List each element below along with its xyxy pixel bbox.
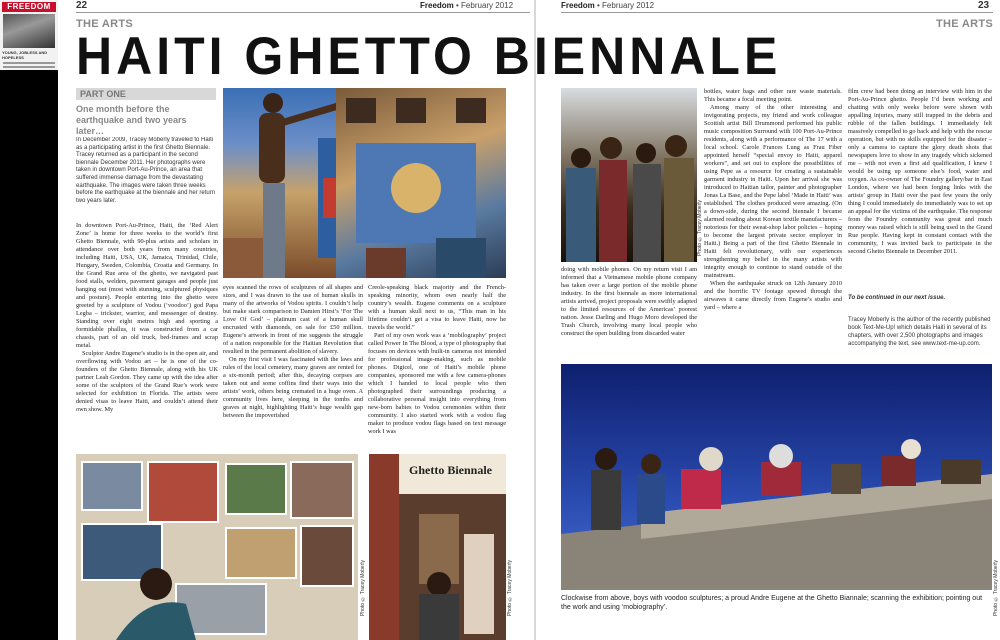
left-page-number: 22 bbox=[76, 0, 88, 11]
left-running-head bbox=[420, 1, 513, 10]
body-column-2 bbox=[223, 284, 363, 450]
page-gutter bbox=[534, 0, 536, 640]
right-page-number: 23 bbox=[978, 0, 990, 11]
body-column-6 bbox=[848, 88, 992, 288]
photo-crowd bbox=[561, 88, 697, 262]
section-label: THE ARTS bbox=[936, 18, 993, 30]
body-column-3 bbox=[368, 284, 506, 450]
biennale-sign: Ghetto Biennale bbox=[409, 463, 492, 477]
thumbnail-divider bbox=[3, 66, 55, 68]
article-dek: One month before the earthquake and two years later… bbox=[76, 104, 187, 136]
paragraph: When the earthquake struck on 12th January 2010 and the horrific TV footage spewed through the airwaves it came directly from Eugene’s studio and yard – where a bbox=[704, 280, 842, 311]
paragraph: In downtown Port-Au-Prince, Haiti, the ‘Red Alert Zone’ is home for three weeks to the world’s first Ghetto Biennale, with 90-plus artists and scholars in attendance over both years from many countries, including Haiti, USA, UK, Jamaica, Trinidad, Chile, Hungary, Sweden, Colombia, Croatia and Germany. In the Grand Rue area of the ghetto, we navigated past food stalls, welders, pavement garages and people just hanging out (most with stunning, sculptured physiques and posture). People entering into the ghetto were greeted by a sculpture of Vodou (‘voodoo’) god Papa Legba – trickster, warrior, and messenger of destiny. Standing over eight metres high and sporting a formidable phallus, it was constructed from a car chassis, part of an old truck, bed-frames and scrap metal. bbox=[76, 222, 218, 349]
body-column-5 bbox=[704, 88, 842, 360]
issue-date: • February 2012 bbox=[453, 1, 514, 10]
thumbnail-masthead: FREEDOM bbox=[2, 2, 56, 12]
part-label: PART ONE bbox=[76, 88, 216, 100]
paragraph: On my first visit I was fascinated with the laws and rules of the local cemetery, many graves are rented for a six-month period; after this, decaying corpses are taken out and some coffins find their ways into the artists’ work, others being cremated in a huge oven. A community lives here, sleeping in the tombs and graves at night, highlighting Haiti’s huge wealth gap between the impoverished bbox=[223, 356, 363, 419]
cover-thumbnail[interactable] bbox=[0, 0, 58, 70]
photo-credit: Photo © Tracey Moberly bbox=[360, 560, 366, 617]
publication-name: Freedom bbox=[420, 1, 454, 10]
paragraph: Creole-speaking black majority and the French-speaking minority, whom own nearly half the country’s wealth. Eugene comments on a sculpture with a human skull next to us, “This man in his lifetime couldn’t get a visa to leave Haiti, now he travels the world.” bbox=[368, 284, 506, 331]
section-label: THE ARTS bbox=[76, 18, 133, 30]
paragraph: Among many of the other interesting and invigorating projects, my friend and work colleague Scottish artist Bill Drummond performed his public music composition Surround with 100 Port-Au-Prince residents, along with a performance of The 17 with a local school. Carole Frances Lung as Frau Fiber appointed herself “special envoy to Haiti, apparel workers”, and set out to explore the possibilities of using Pepe as a resource for creating a sustainable garment industry in Haiti. Upon her arrival she was introduced to Haitian tailor, painter and photographer Jonas La Base, and the Pepe label ‘Made in Haiti’ was established. The clothes produced were amazing. (On a down-side, during the second biennale I became alarmed reading about Korean textile manufacturers – notorious for their sweat-shop labor policies – hoping to become the largest private sector employer in Haiti.) Being a part of the first Ghetto Biennale in Haiti felt revolutionary, with our experiences strengthening my belief in the many artists with integrity enough to continue to stand outside of the mainstream. bbox=[704, 104, 842, 279]
publication-name: Freedom bbox=[561, 1, 595, 10]
header-rule bbox=[561, 12, 993, 13]
thumbnail-headline: YOUNG, JOBLESS AND HOPELESS bbox=[2, 50, 48, 60]
continued-note: To be continued in our next issue. bbox=[848, 295, 946, 301]
thumbnail-photo bbox=[3, 14, 55, 48]
article-intro: In December 2009, Tracey Moberly traveled to Haiti as a participating artist in the first Ghetto Biennale. Tracey returned as a participant in the second biennale December 2011. Her photographs were taken in downtown Port-Au-Prince, an area that suffered immense damage from the devastating earthquake. The images were taken three weeks before the earthquake at the biennale and her return two years later. bbox=[76, 137, 216, 204]
issue-date: • February 2012 bbox=[594, 1, 655, 10]
photo-credit: Photo © Tracey Moberly bbox=[697, 200, 703, 257]
photo-credit: Photo © Tracey Moberly bbox=[507, 560, 513, 617]
right-running-head bbox=[561, 1, 654, 10]
body-column-4 bbox=[561, 266, 697, 362]
photo-caption: Clockwise from above, boys with voodoo sculptures; a proud Andre Eugene at the Ghetto Biannale; scanning the exhibition; pointing out the work and using ‘mobiography’. bbox=[561, 595, 983, 611]
paragraph: doing with mobile phones. On my return visit I am informed that a Vietnamese mobile phone company has taken over a large portion of the mobile phone industry. In the first biennale as more international artists arrived, project proposals were swiftly adapted to the limited resources of the Americas’ poorest nation. Jesse Darling and Hugo Moro developed the Trash Church, involving many local people who construct the open building from discarded water bbox=[561, 266, 697, 337]
author-bio: Tracey Moberly is the author of the recently published book Text-Me-Up! which details Haiti in several of its chapters, with over 2,500 photographs and images accompanying the text, see www.text-me-up.com. bbox=[848, 317, 991, 347]
paragraph: Part of my own work was a ‘mobilography’ project called Power In The Blood, a type of photography that focuses on devices with built-in cameras not intended for professional image-making, such as mobile phones. Digicel, one of Haiti’s mobile phone companies, sponsored me with a few camera-phones which I handed to local people who then photographed their surroundings producing a collaborative personal insight into everything from new-born babies to Vodou ceremonies within their community. I also started work with a vodou flag maker to produce vodou flags based on text message work I was bbox=[368, 332, 506, 435]
photo-exhibition-wall bbox=[76, 454, 358, 640]
paragraph: Sculptor Andre Eugene’s studio is in the open air, and overflowing with Vodou art – he is one of the co-founders of the Ghetto Biennale, along with his UK partner Leah Gordon. They came up with the idea after some of the sculptors of the Grand Rue’s work were selected for exhibition in Florida. The artists were denied visas to leave Haiti, and couldn’t attend their own show. My bbox=[76, 350, 218, 413]
photo-andre-eugene bbox=[369, 454, 506, 640]
photo-boys-with-sculptures bbox=[561, 364, 992, 590]
photo-painted-wall bbox=[336, 88, 506, 278]
paragraph: eyes scanned the rows of sculptures of all shapes and sizes, and I was drawn to the use of human skulls in many of the artworks of Vodou spirits. I couldn’t help but make stark comparison to Damien Hirst’s ‘For The Love Of God’ – platinum cast of a human skull encrusted with diamonds, on sale for £50 million. Eugene’s artwork in front of me suggests the struggle of a nation responsible for the Haitian Revolution that resulted in the permanent abolition of slavery. bbox=[223, 284, 363, 355]
body-column-1 bbox=[76, 222, 218, 450]
paragraph: bottles, water bags and other rare waste materials. This became a focal meeting point. bbox=[704, 88, 842, 103]
thumbnail-divider bbox=[3, 62, 55, 64]
article-headline: HAITI GHETTO BIENNALE bbox=[76, 26, 782, 86]
header-rule bbox=[76, 12, 530, 13]
paragraph: film crew had been doing an interview with him in the Port-Au-Prince ghetto. People I’d been working and chatting with only weeks before were shown with appalling injuries, many still trapped in the debris and rubble of the fallen buildings. I immediately felt massively compelled to go back and help with the rescue operation, but with no skills equipped for the disaster – only a camera to capture the glory death shots that newspapers love to show in any tragedy which sickened me – with not even a first aid qualification, I knew I would be using up someone else’s food, water and oxygen. As co-owner of The Foundry gallery/bar in East London, where we had been forging links with the artists’ group in Haiti over the past few years the only thing I could immediately do immediately was to set up an appeal for the victims of the earthquake. The response from the Foundry community was great and much money was raised which is still being used in the Grand Rue people. Having kept in constant contact with the community, I was invited back to participate in the second Ghetto Biennale in December 2011. bbox=[848, 88, 992, 255]
photo-credit: Photo © Tracey Moberly bbox=[993, 560, 999, 617]
